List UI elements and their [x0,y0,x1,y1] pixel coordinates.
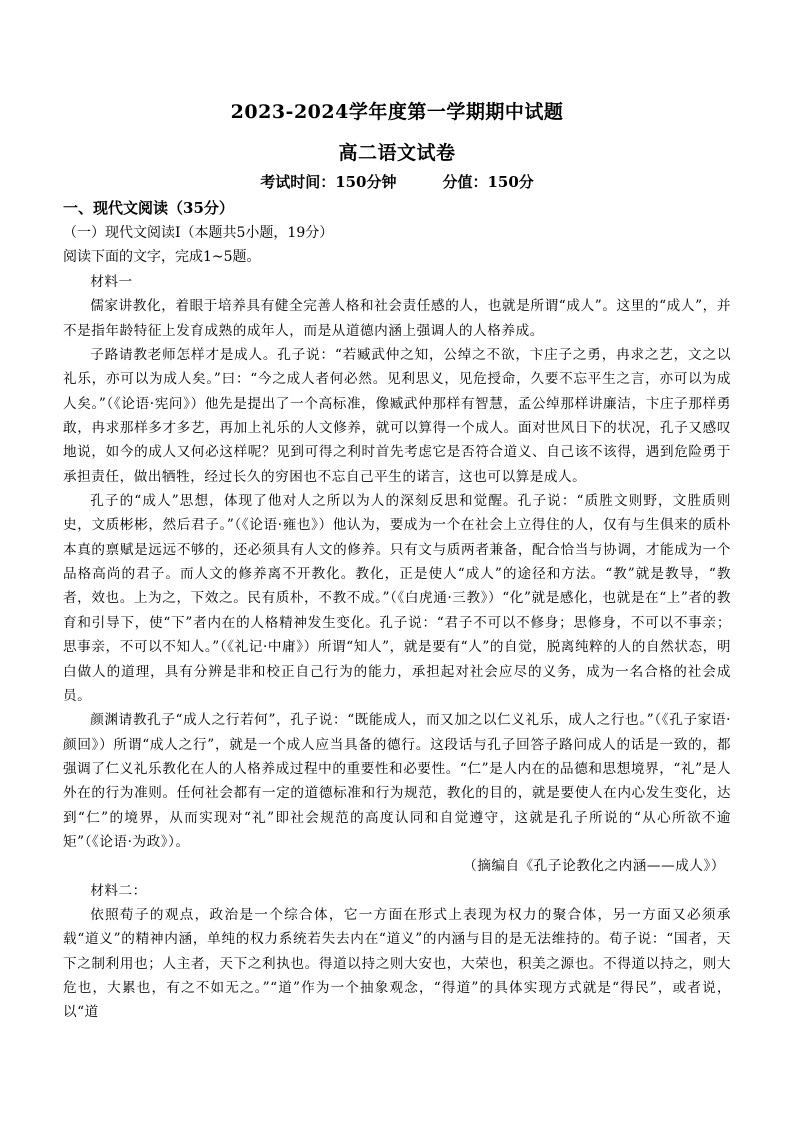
exam-score: 分值：150分 [442,173,534,191]
material1-paragraph: 孔子的“成人”思想，体现了他对人之所以为人的深刻反思和觉醒。孔子说：“质胜文则野，文胜质则史，文质彬彬，然后君子。”（《论语·雍也》）他认为，要成为一个在社会上立得住的人，仅有与生俱来的质朴本真的禀赋是远远不够的，还必须具有人文的修养。只有文与质两者兼备，配合恰当与协调，才能成为一个品格高尚的君子。而人文的修养离不开教化。教化，正是使人“成人”的途径和方法。“教”就是教导，“教者，效也。上为之，下效之。民有质朴，不教不成。”（《白虎通·三教》）“化”就是感化，也就是在“上”者的教育和引导下，使“下”者内在的人格精神发生变化。孔子说：“君子不可以不修身；思修身，不可以不事亲；思事亲，不可以不知人。”（《礼记·中庸》）所谓“知人”，就是要有“人”的自觉，脱离纯粹的人的自然状态，明白做人的道理，具有分辨是非和校正自己行为的能力，承担起对社会应尽的义务，成为一名合格的社会成员。 [63,493,731,704]
material1-label: 材料一 [90,274,133,290]
exam-title: 2023-2024学年度第一学期期中试题 [230,101,564,123]
material1-paragraph: 颜渊请教孔子“成人之行若何”，孔子说：“既能成人，而又加之以仁义礼乐，成人之行也。”（《孔子家语·颜回》）所谓“成人之行”，就是一个成人应当具备的德行。这段话与孔子回答子路问成人的话是一致的，都强调了仁义礼乐教化在人的人格养成过程中的重要性和必要性。“仁”是人内在的品德和思想境界，“礼”是人外在的行为准则。任何社会都有一定的道德标准和行为规范，教化的目的，就是要使人在内心发生变化，达到“仁”的境界，从而实现对“礼”即社会规范的高度认同和自觉遵守，这就是孔子所说的“从心所欲不逾矩”（《论语·为政》）。 [63,712,731,850]
exam-meta [0,172,794,192]
exam-subtitle: 高二语文试卷 [338,142,456,164]
material1-source: （摘编自《孔子论教化之内涵——成人》） [463,858,725,875]
material2-paragraph: 依照荀子的观点，政治是一个综合体，它一方面在形式上表现为权力的聚合体，另一方面又必须承载“道义”的精神内涵，单纯的权力系统若失去内在“道义”的内涵与目的是无法维持的。荀子说：“国者，天下之制利用也；人主者，天下之利执也。得道以持之则大安也，大荣也，积美之源也。不得道以持之，则大危也，大累也，有之不如无之。”“道”作为一个抽象观念，“得道”的具体实现方式就是“得民”，或者说，以“道 [63,906,731,1021]
reading-instruction: 阅读下面的文字，完成1~5题。 [63,249,261,265]
section-heading: 一、现代文阅读（35分） [63,199,234,217]
section-subheading: （一）现代文阅读Ⅰ（本题共5小题，19分） [63,225,334,241]
material2-label: 材料二： [90,882,147,899]
material1-paragraph: 儒家讲教化，着眼于培养具有健全完善人格和社会责任感的人，也就是所谓“成人”。这里的“成人”，并不是指年龄特征上发育成熟的成年人，而是从道德内涵上强调人的人格养成。 [63,298,731,339]
exam-time: 考试时间：150分钟 [260,173,397,191]
reading-body [63,270,731,1025]
material1-paragraph: 子路请教老师怎样才是成人。孔子说：“若臧武仲之知，公绰之不欲，卞庄子之勇，冉求之艺，文之以礼乐，亦可以为成人矣。”曰：“今之成人者何必然。见利思义，见危授命，久要不忘平生之言，亦可以为成人矣。”（《论语·宪问》）他先是提出了一个高标准，像臧武仲那样有智慧，孟公绰那样讲廉洁，卞庄子那样勇敢，冉求那样多才多艺，再加上礼乐的人文修养，就可以算得一个成人。面对世风日下的状况，孔子又感叹地说，如今的成人又何必这样呢？见到可得之利时首先考虑它是否符合道义、自己该不该得，遇到危险勇于承担责任，做出牺牲，经过长久的穷困也不忘自己平生的诺言，这也可以算是成人。 [63,347,731,485]
